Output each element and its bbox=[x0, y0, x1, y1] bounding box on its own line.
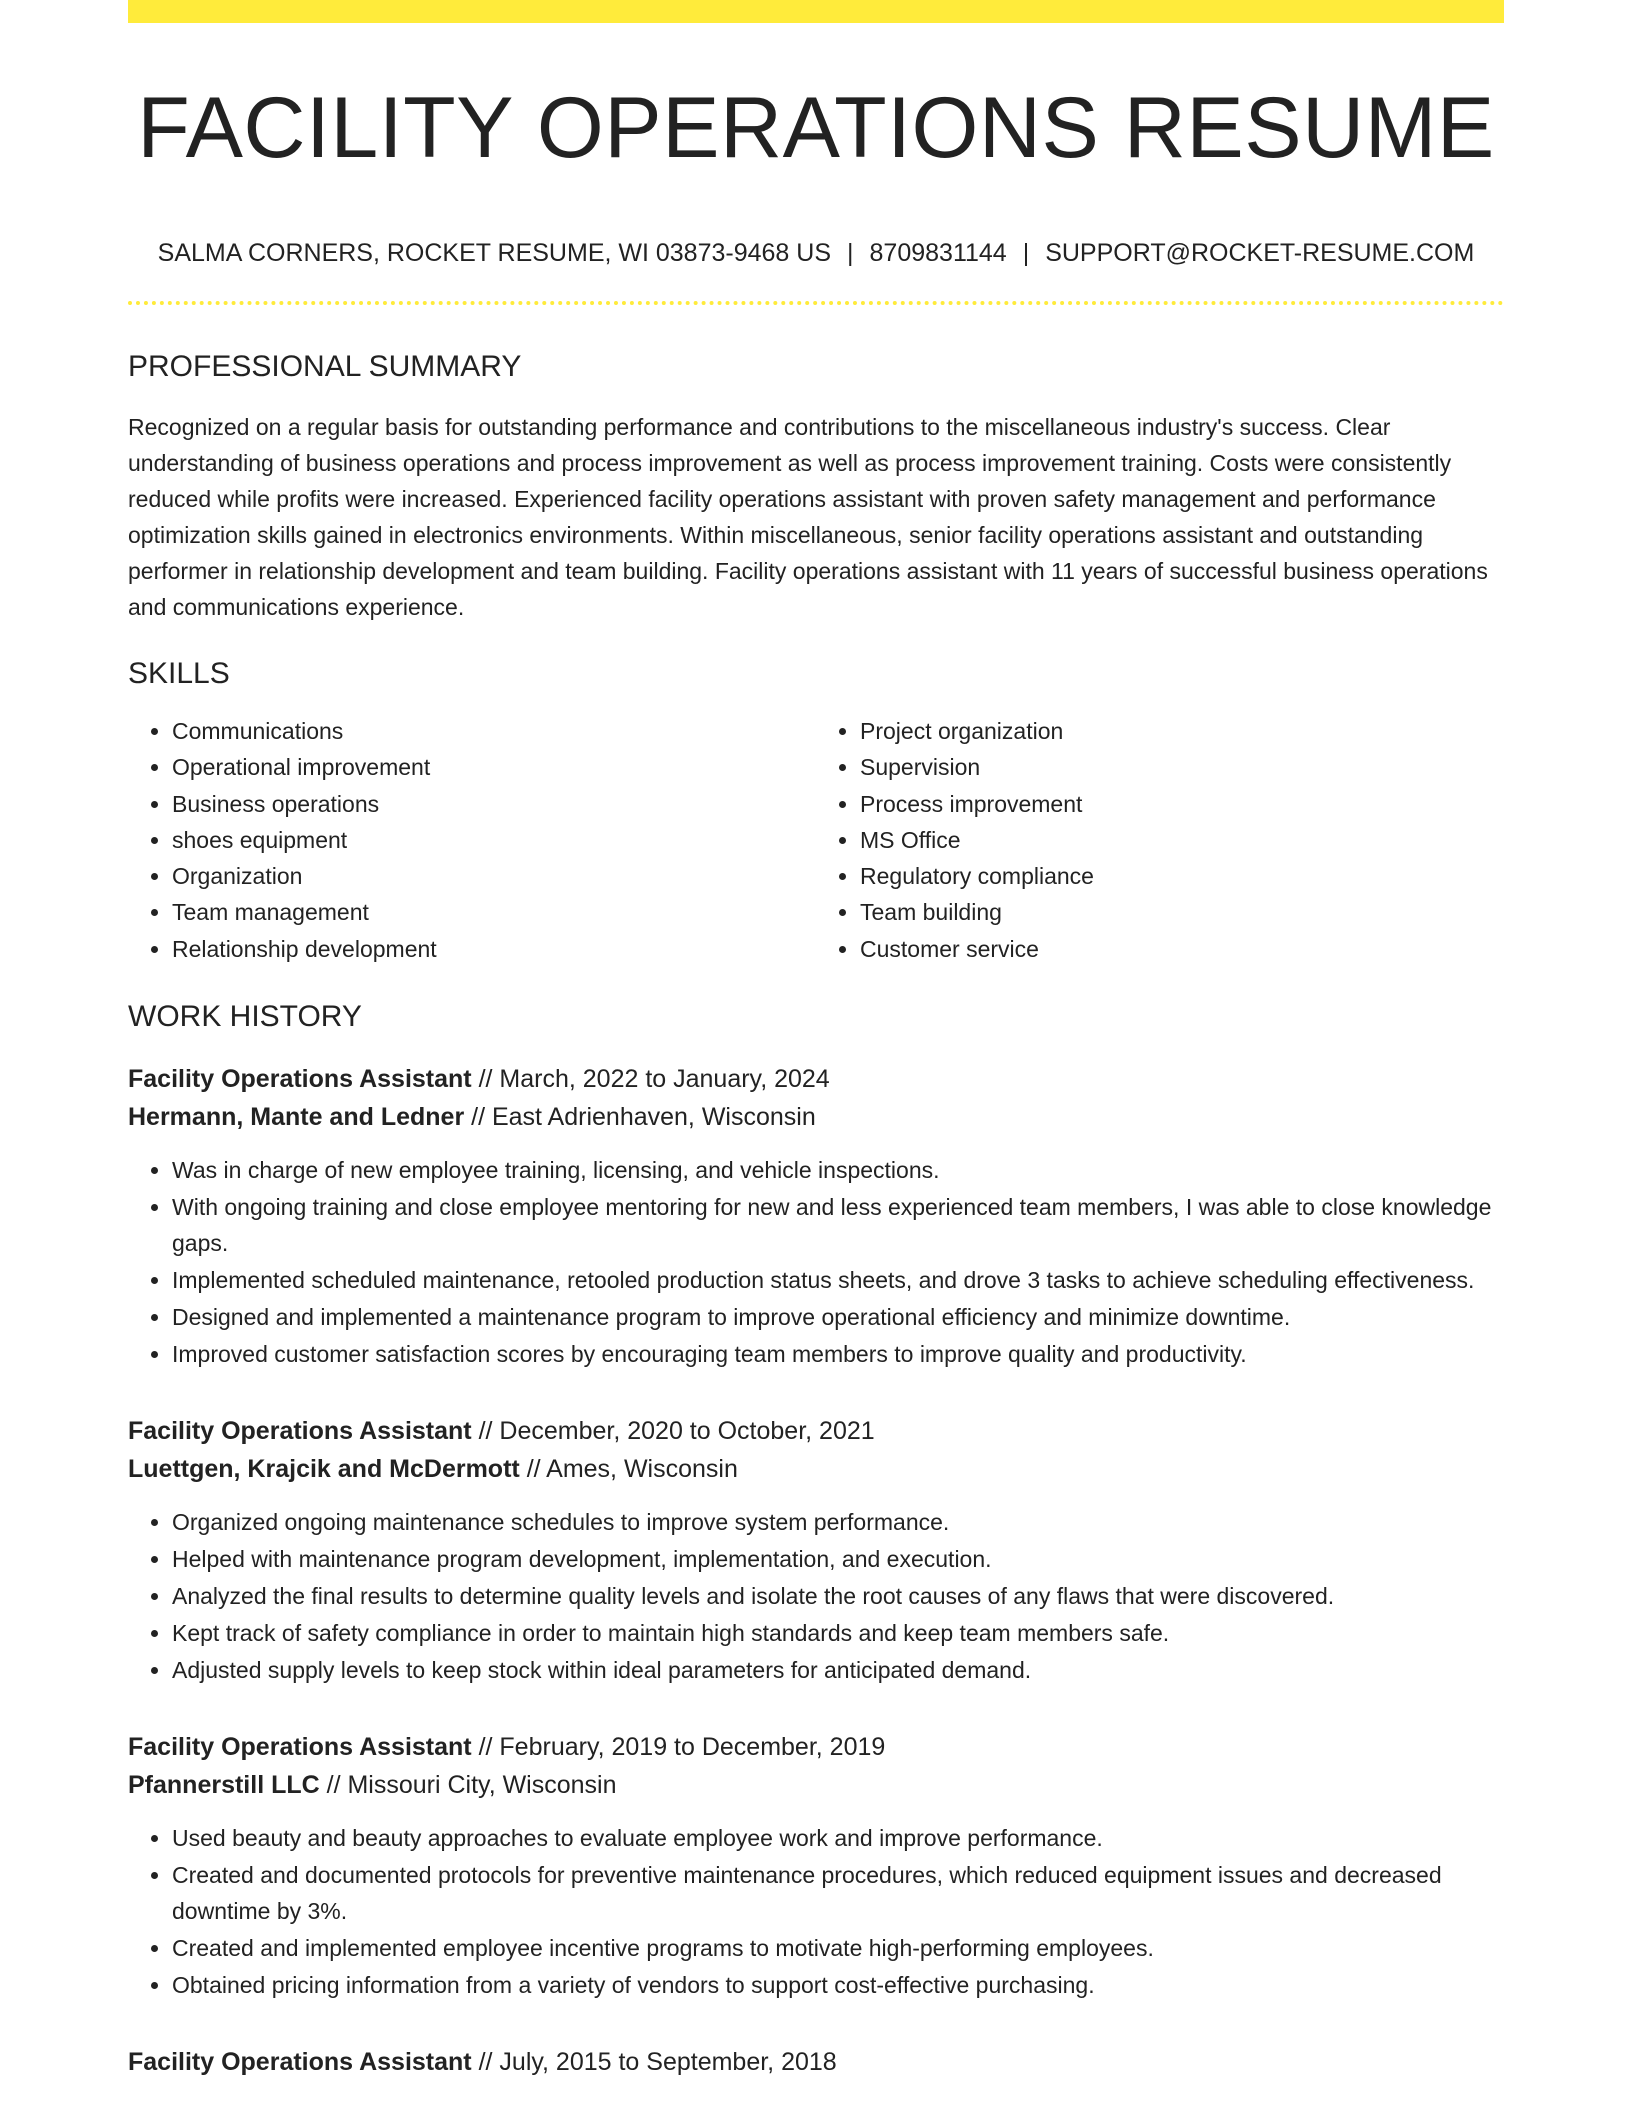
skill-item: • Communications bbox=[172, 713, 816, 749]
job-title-line bbox=[128, 1728, 1504, 1766]
contact-address: SALMA CORNERS, ROCKET RESUME, WI 03873-9468 US bbox=[157, 239, 832, 267]
contact-separator: | bbox=[847, 239, 854, 267]
job-entry bbox=[128, 1412, 1504, 1688]
job-bullet: • Created and documented protocols for preventive maintenance procedures, which reduced equipment issues and decreased downtime by 3%. bbox=[172, 1857, 1504, 1929]
job-company-line bbox=[128, 1766, 1504, 1804]
job-bullets bbox=[128, 1820, 1504, 2003]
skill-item: • Customer service bbox=[860, 931, 1504, 967]
job-company: Hermann, Mante and Ledner bbox=[128, 1103, 465, 1132]
job-title-line bbox=[128, 1060, 1504, 1098]
job-title-line bbox=[128, 2043, 1504, 2081]
job-company: Luettgen, Krajcik and McDermott bbox=[128, 1455, 520, 1484]
job-bullet: • With ongoing training and close employee mentoring for new and less experienced team members, I was able to close knowledge gaps. bbox=[172, 1189, 1504, 1261]
job-location: // Missouri City, Wisconsin bbox=[326, 1771, 617, 1800]
summary-section bbox=[128, 352, 1504, 625]
job-dates: // December, 2020 to October, 2021 bbox=[478, 1417, 875, 1446]
job-bullet: • Organized ongoing maintenance schedules to improve system performance. bbox=[172, 1504, 1504, 1540]
skill-item: • Operational improvement bbox=[172, 749, 816, 785]
summary-heading: PROFESSIONAL SUMMARY bbox=[128, 350, 522, 383]
job-dates: // July, 2015 to September, 2018 bbox=[478, 2048, 837, 2077]
job-location: // East Adrienhaven, Wisconsin bbox=[471, 1103, 816, 1132]
job-bullet: • Implemented scheduled maintenance, retooled production status sheets, and drove 3 tasks to achieve scheduling effectiveness. bbox=[172, 1262, 1504, 1298]
contact-email: SUPPORT@ROCKET-RESUME.COM bbox=[1045, 239, 1475, 267]
job-bullet: • Created and implemented employee incentive programs to motivate high-performing employees. bbox=[172, 1930, 1504, 1966]
skill-item: • Team management bbox=[172, 894, 816, 930]
skill-item: • Team building bbox=[860, 894, 1504, 930]
job-bullet: • Improved customer satisfaction scores by encouraging team members to improve quality and productivity. bbox=[172, 1336, 1504, 1372]
job-location: // Ames, Wisconsin bbox=[526, 1455, 738, 1484]
job-title-line bbox=[128, 1412, 1504, 1450]
summary-text: Recognized on a regular basis for outstanding performance and contributions to the miscellaneous industry's success. Clear understanding of business operations and process improvement as well as process improvement training. Costs were consistently reduced while profits were increased. Experienced facility operations assistant with proven safety management and performance optimization skills gained in electronics environments. Within miscellaneous, senior facility operations assistant and outstanding performer in relationship development and team building. Facility operations assistant with 11 years of successful business operations and communications experience. bbox=[128, 414, 1488, 620]
job-company-line bbox=[128, 1450, 1504, 1488]
job-bullets bbox=[128, 1152, 1504, 1372]
skill-item: • Regulatory compliance bbox=[860, 858, 1504, 894]
job-bullets bbox=[128, 1504, 1504, 1688]
job-title: Facility Operations Assistant bbox=[128, 1417, 472, 1446]
job-entry bbox=[128, 1060, 1504, 1372]
job-bullet: • Adjusted supply levels to keep stock within ideal parameters for anticipated demand. bbox=[172, 1652, 1504, 1688]
resume-page bbox=[128, 0, 1504, 2081]
job-bullet: • Obtained pricing information from a variety of vendors to support cost-effective purchasing. bbox=[172, 1967, 1504, 2003]
skills-section bbox=[128, 659, 1504, 967]
contact-line bbox=[128, 241, 1504, 266]
work-history-heading: WORK HISTORY bbox=[128, 1000, 362, 1034]
skill-item: • MS Office bbox=[860, 822, 1504, 858]
skill-item: • Project organization bbox=[860, 713, 1504, 749]
skills-columns bbox=[128, 713, 1504, 967]
job-bullet: • Kept track of safety compliance in order to maintain high standards and keep team members safe. bbox=[172, 1615, 1504, 1651]
job-title: Facility Operations Assistant bbox=[128, 1733, 472, 1762]
page-title: FACILITY OPERATIONS RESUME bbox=[137, 80, 1495, 176]
skills-list-left bbox=[128, 713, 816, 967]
skill-item: • Process improvement bbox=[860, 786, 1504, 822]
work-history-section bbox=[128, 1002, 1504, 2081]
skills-heading: SKILLS bbox=[128, 657, 230, 690]
skill-item: • Relationship development bbox=[172, 931, 816, 967]
job-company: Pfannerstill LLC bbox=[128, 1771, 320, 1800]
job-dates: // March, 2022 to January, 2024 bbox=[478, 1065, 830, 1094]
job-company-line bbox=[128, 1098, 1504, 1136]
contact-phone: 8709831144 bbox=[869, 239, 1007, 267]
job-dates: // February, 2019 to December, 2019 bbox=[478, 1733, 886, 1762]
skill-item: • Supervision bbox=[860, 749, 1504, 785]
job-title: Facility Operations Assistant bbox=[128, 2048, 472, 2077]
accent-bar bbox=[128, 0, 1504, 23]
job-title: Facility Operations Assistant bbox=[128, 1065, 472, 1094]
skills-list-right bbox=[816, 713, 1504, 967]
job-bullet: • Was in charge of new employee training, licensing, and vehicle inspections. bbox=[172, 1152, 1504, 1188]
job-bullet: • Helped with maintenance program development, implementation, and execution. bbox=[172, 1541, 1504, 1577]
skill-item: • Business operations bbox=[172, 786, 816, 822]
contact-separator: | bbox=[1022, 239, 1030, 267]
job-entry bbox=[128, 2043, 1504, 2081]
job-entry bbox=[128, 1728, 1504, 2003]
job-bullet: • Analyzed the final results to determine quality levels and isolate the root causes of any flaws that were discovered. bbox=[172, 1578, 1504, 1614]
skill-item: • shoes equipment bbox=[172, 822, 816, 858]
job-bullet: • Used beauty and beauty approaches to evaluate employee work and improve performance. bbox=[172, 1820, 1504, 1856]
skill-item: • Organization bbox=[172, 858, 816, 894]
dotted-divider bbox=[128, 301, 1504, 305]
job-bullet: • Designed and implemented a maintenance program to improve operational efficiency and minimize downtime. bbox=[172, 1299, 1504, 1335]
